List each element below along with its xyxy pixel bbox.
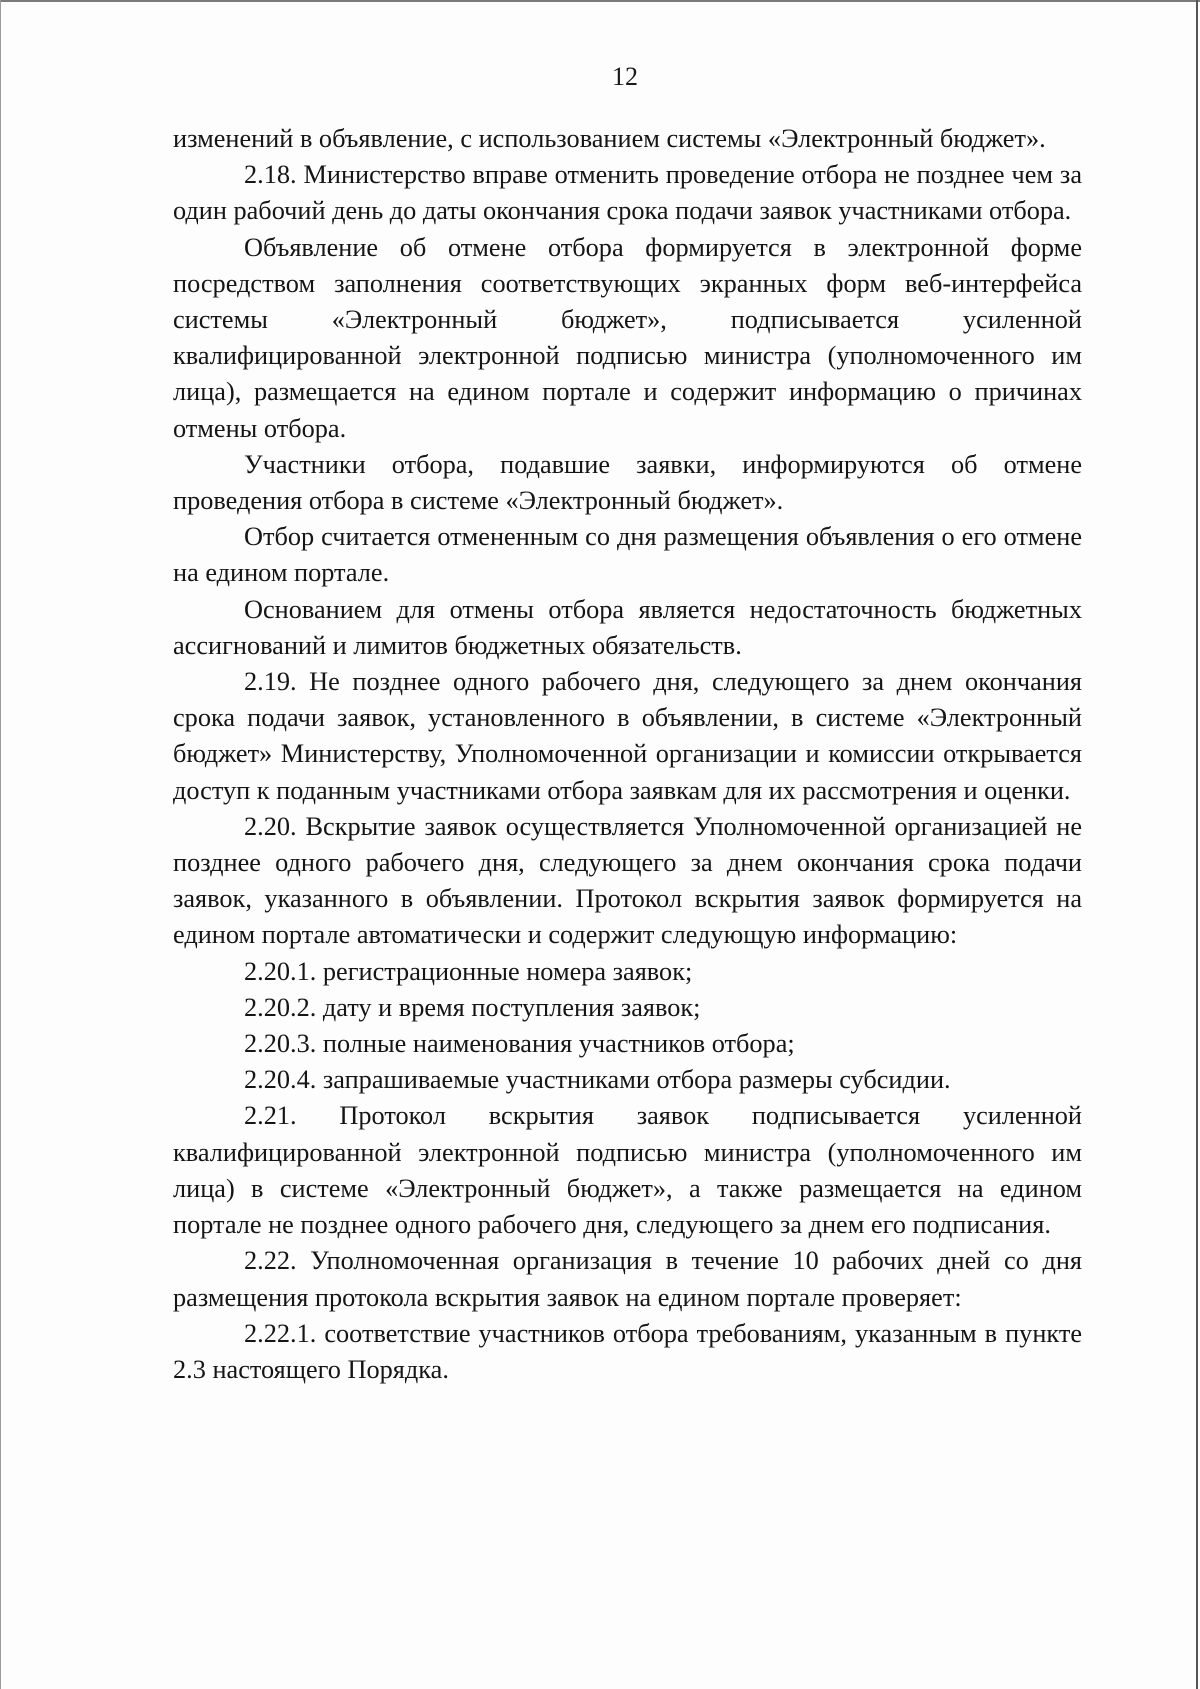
document-body: [173, 121, 1082, 1388]
paragraph-cancellation-date: Отбор считается отмененным со дня размещения объявления о его отмене на едином портале.: [173, 522, 1082, 588]
paragraph-2-22-1: 2.22.1. соответствие участников отбора требованиям, указанным в пункте 2.3 настоящего Порядка.: [173, 1318, 1082, 1384]
paragraph-2-20-4: 2.20.4. запрашиваемые участниками отбора размеры субсидии.: [244, 1065, 951, 1095]
paragraph-participants-informed: Участники отбора, подавшие заявки, информируются об отмене проведения отбора в системе «Электронный бюджет».: [173, 449, 1082, 516]
paragraph-2-20: 2.20. Вскрытие заявок осуществляется Уполномоченной организацией не позднее одного рабочего дня, следующего за днем окончания срока подачи заявок, указанного в объявлении. Протокол вскрытия заявок формируется на едином портале автоматически и содержит следующую информацию:: [173, 811, 1082, 950]
paragraph-2-20-1: 2.20.1. регистрационные номера заявок;: [244, 956, 693, 986]
paragraph-continuation: изменений в объявление, с использованием системы «Электронный бюджет».: [173, 124, 1046, 153]
paragraph-2-20-3: 2.20.3. полные наименования участников отбора;: [244, 1029, 795, 1059]
paragraph-2-21: 2.21. Протокол вскрытия заявок подписывается усиленной квалифицированной электронной подписью министра (уполномоченного им лица) в системе «Электронный бюджет», а также размещается на едином портале не позднее одного рабочего дня, следующего за днем его подписания.: [173, 1101, 1082, 1240]
paragraph-cancellation-notice: Объявление об отмене отбора формируется в электронной форме посредством заполнения соответствующих экранных форм веб-интерфейса системы «Электронный бюджет», подписывается усиленной квалифицированной электронной подписью министра (уполномоченного им лица), размещается на едином портале и содержит информацию о причинах отмены отбора.: [173, 232, 1082, 443]
scan-edge-right: [1196, 0, 1198, 1689]
paragraph-2-20-2: 2.20.2. дату и время поступления заявок;: [244, 992, 701, 1022]
page-number: 12: [612, 62, 638, 91]
paragraph-2-18: 2.18. Министерство вправе отменить проведение отбора не позднее чем за один рабочий день до даты окончания срока подачи заявок участниками отбора.: [173, 160, 1082, 226]
paragraph-2-19: 2.19. Не позднее одного рабочего дня, следующего за днем окончания срока подачи заявок, установленного в объявлении, в системе «Электронный бюджет» Министерству, Уполномоченной организации и комиссии открывается доступ к поданным участниками отбора заявкам для их рассмотрения и оценки.: [173, 667, 1082, 805]
scan-edge-left: [0, 0, 1, 1689]
paragraph-2-22: 2.22. Уполномоченная организация в течение 10 рабочих дней со дня размещения протокола вскрытия заявок на едином портале проверяет:: [173, 1246, 1082, 1312]
paragraph-cancellation-grounds: Основанием для отмены отбора является недостаточность бюджетных ассигнований и лимитов бюджетных обязательств.: [173, 594, 1082, 660]
scan-edge-top: [0, 0, 1200, 2]
